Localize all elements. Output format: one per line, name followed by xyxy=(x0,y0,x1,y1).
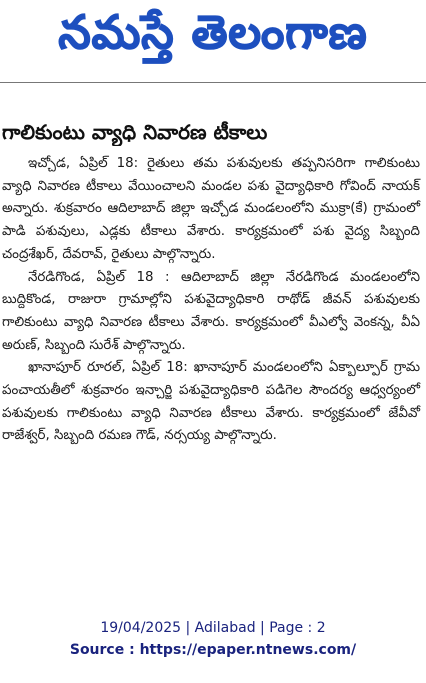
article-headline: గాలికుంటు వ్యాధి నివారణ టీకాలు xyxy=(2,120,268,144)
article-body xyxy=(2,153,420,448)
article-paragraph-neradigonda: నేరడిగొండ, ఏప్రిల్ 18 : ఆదిలాబాద్ జిల్లా నేరడిగొండ మండలంలోని బుద్దికొండ, రాజురా గ్రామాల్లోని పశువైద్యాధికారి రాథోడ్ జీవన్ పశువులకు గాలికుంటు వ్యాధి నివారణ టీకాలు వేశారు. కార్యక్రమంలో వీఎల్వో వెంకన్న, వీఏ అరుణ్, సిబ్బంది సురేశ్ పాల్గొన్నారు. xyxy=(2,269,420,353)
article-paragraph-ichoda: ఇచ్చోడ, ఏప్రిల్ 18: రైతులు తమ పశువులకు తప్పనిసరిగా గాలికుంటు వ్యాధి నివారణ టీకాలు వేయించాలని మండల పశు వైద్యాధికారి గోవింద్ నాయక్ అన్నారు. శుక్రవారం ఆదిలాబాద్ జిల్లా ఇచ్చోడ మండలంలోని ముక్రా(కే) గ్రామంలో పాడి పశువులు, ఎడ్లకు టీకాలు వేశారు. కార్యక్రమంలో పశు వైద్య సిబ్బంది చంద్రశేఖర్, దేవరావ్, రైతులు పాల్గొన్నారు. xyxy=(2,156,420,262)
masthead-divider xyxy=(0,82,426,83)
source-link[interactable]: Source : https://epaper.ntnews.com/ xyxy=(69,642,357,658)
article-paragraph-khanapur: ఖానాపూర్ రూరల్, ఏప్రిల్ 18: ఖానాపూర్ మండలంలోని ఏక్బాల్పూర్ గ్రామ పంచాయతీలో శుక్రవారం ఇన్చార్జి పశువైద్యాధికారి పడిగెల సౌందర్య ఆధ్వర్యంలో పశువులకు గాలికుంటు వ్యాధి నివారణ టీకాలు వేశారు. కార్యక్రమంలో జేవీవో రాజేశ్వర్, సిబ్బంది రమణ గౌడ్, నర్సయ్య పాల్గొన్నారు. xyxy=(2,360,420,444)
newspaper-masthead: నమస్తే తెలంగాణ xyxy=(58,5,368,59)
edition-dateline: 19/04/2025 | Adilabad | Page : 2 xyxy=(100,620,326,636)
